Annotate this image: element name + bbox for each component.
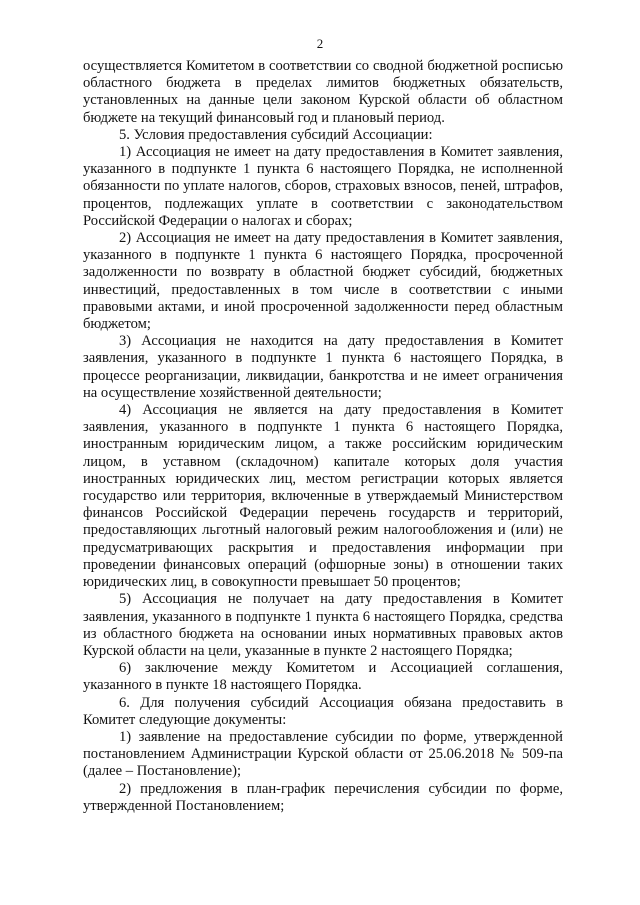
paragraph: 2) предложения в план-график перечисления субсидии по форме, утвержденной Постановлением;	[83, 780, 563, 814]
paragraph: 1) заявление на предоставление субсидии по форме, утвержденной постановлением Администрации Курской области от 25.06.2018 № 509-па (далее – Постановление);	[83, 728, 563, 780]
page-number: 2	[316, 36, 324, 51]
document-body	[83, 58, 563, 815]
paragraph: 5) Ассоциация не получает на дату предоставления в Комитет заявления, указанного в подпункте 1 пункта 6 настоящего Порядка, средства из областного бюджета на основании иных нормативных правовых актов Курской области на цели, указанные в пункте 2 настоящего Порядка;	[83, 591, 563, 659]
paragraph: 3) Ассоциация не находится на дату предоставления в Комитет заявления, указанного в подпункте 1 пункта 6 настоящего Порядка, в процессе реорганизации, ликвидации, банкротства и не имеет ограничения на осуществление хозяйственной деятельности;	[83, 333, 563, 401]
paragraph: 2) Ассоциация не имеет на дату предоставления в Комитет заявления, указанного в подпункте 1 пункта 6 настоящего Порядка, просроченной задолженности по возврату в областной бюджет субсидий, бюджетных инвестиций, предоставленных в том числе в соответствии с иными правовыми актами, и иной просроченной задолженности перед областным бюджетом;	[83, 230, 563, 333]
paragraph: 6) заключение между Комитетом и Ассоциацией соглашения, указанного в пункте 18 настоящего Порядка.	[83, 660, 563, 694]
paragraph: 6. Для получения субсидий Ассоциация обязана предоставить в Комитет следующие документы:	[83, 694, 563, 728]
paragraph: 4) Ассоциация не является на дату предоставления в Комитет заявления, указанного в подпункте 1 пункта 6 настоящего Порядка, иностранным юридическим лицом, а также российским юридическим лицом, в уставном (складочном) капитале которых доля участия иностранных юридических лиц, местом регистрации которых является государство или территория, включенные в утверждаемый Министерством финансов Российской Федерации перечень государств и территорий, предоставляющих льготный налоговый режим налогообложения и (или) не предусматривающих раскрытия и предоставления информации при проведении финансовых операций (офшорные зоны) в отношении таких юридических лиц, в совокупности превышает 50 процентов;	[83, 402, 563, 591]
paragraph: 1) Ассоциация не имеет на дату предоставления в Комитет заявления, указанного в подпункте 1 пункта 6 настоящего Порядка, не исполненной обязанности по уплате налогов, сборов, страховых взносов, пеней, штрафов, процентов, подлежащих уплате в соответствии с законодательством Российской Федерации о налогах и сборах;	[83, 144, 563, 229]
paragraph: осуществляется Комитетом в соответствии со сводной бюджетной росписью областного бюджета в пределах лимитов бюджетных обязательств, установленных на данные цели законом Курской области об областном бюджете на текущий финансовый год и плановый период.	[83, 58, 563, 126]
paragraph: 5. Условия предоставления субсидий Ассоциации:	[119, 126, 433, 143]
